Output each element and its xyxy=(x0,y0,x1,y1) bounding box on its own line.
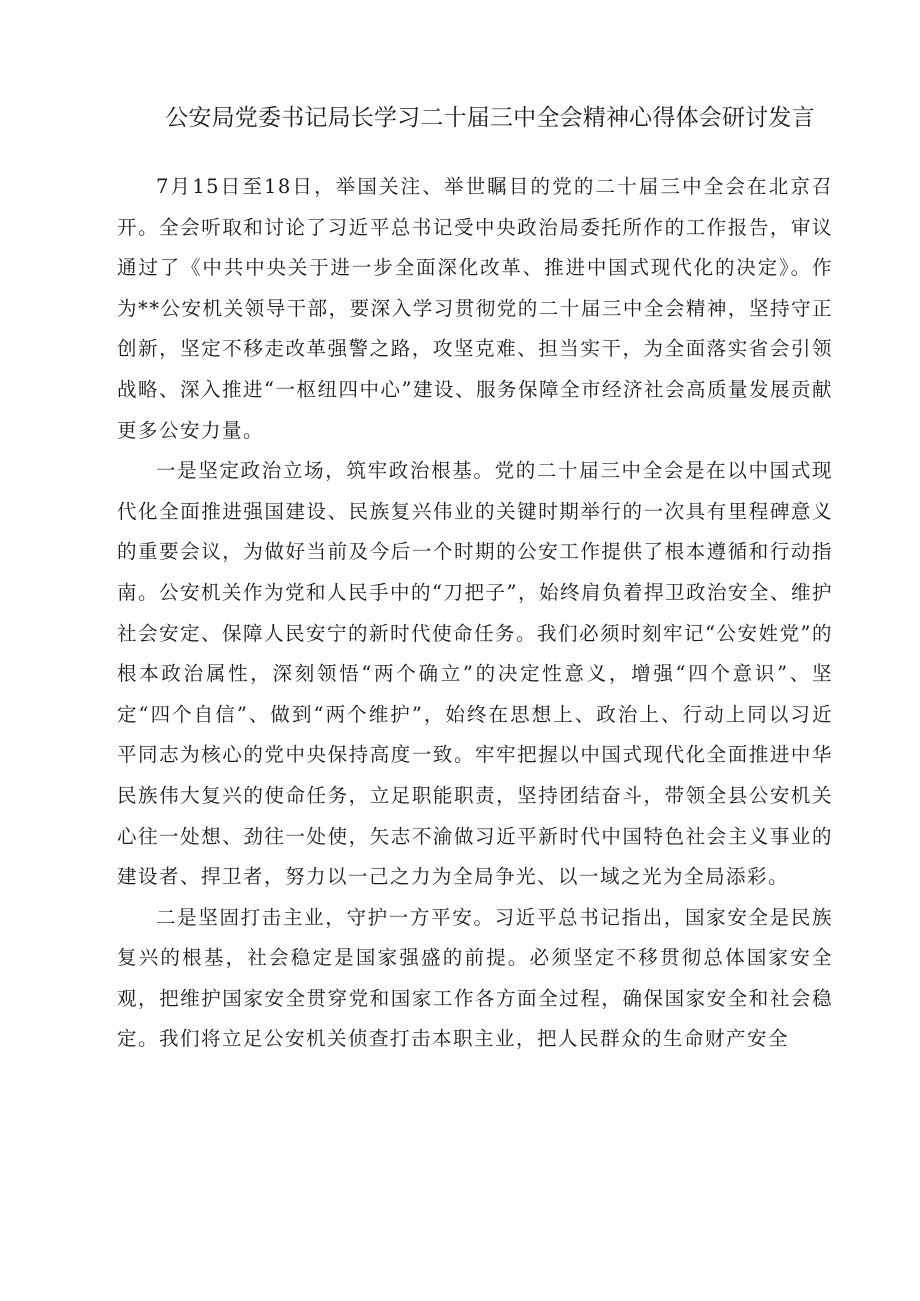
paragraph-point-two: 二是坚固打击主业，守护一方平安。习近平总书记指出，国家安全是民族复兴的根基，社会稳定是国家强盛的前提。必须坚定不移贯彻总体国家安全观，把维护国家安全贯穿党和国家工作各方面全过程，确保国家安全和社会稳定。我们将立足公安机关侦查打击本职主业，把人民群众的生命财产安全 xyxy=(117,905,833,1051)
paragraph-intro: 7月15日至18日，举国关注、举世瞩目的党的二十届三中全会在北京召开。全会听取和讨论了习近平总书记受中央政治局委托所作的工作报告，审议通过了《中共中央关于进一步全面深化改革、推进中国式现代化的决定》。作为**公安机关领导干部，要深入学习贯彻党的二十届三中全会精神，坚持守正创新，坚定不移走改革强警之路，攻坚克难、担当实干，为全面落实省会引领战略、深入推进“一枢纽四中心”建设、服务保障全市经济社会高质量发展贡献更多公安力量。 xyxy=(117,175,833,442)
document-body xyxy=(117,167,833,1060)
paragraph-point-one: 一是坚定政治立场，筑牢政治根基。党的二十届三中全会是在以中国式现代化全面推进强国建设、民族复兴伟业的关键时期举行的一次具有里程碑意义的重要会议，为做好当前及今后一个时期的公安工作提供了根本遵循和行动指南。公安机关作为党和人民手中的“刀把子”，始终肩负着捍卫政治安全、维护社会安定、保障人民安宁的新时代使命任务。我们必须时刻牢记“公安姓党”的根本政治属性，深刻领悟“两个确立”的决定性意义，增强“四个意识”、坚定“四个自信”、做到“两个维护”，始终在思想上、政治上、行动上同以习近平同志为核心的党中央保持高度一致。牢牢把握以中国式现代化全面推进中华民族伟大复兴的使命任务，立足职能职责，坚持团结奋斗，带领全县公安机关心往一处想、劲往一处使，矢志不渝做习近平新时代中国特色社会主义事业的建设者、捍卫者，努力以一己之力为全局争光、以一域之光为全局添彩。 xyxy=(117,459,833,889)
document-title: 公安局党委书记局长学习二十届三中全会精神心得体会研讨发言 xyxy=(165,105,815,131)
